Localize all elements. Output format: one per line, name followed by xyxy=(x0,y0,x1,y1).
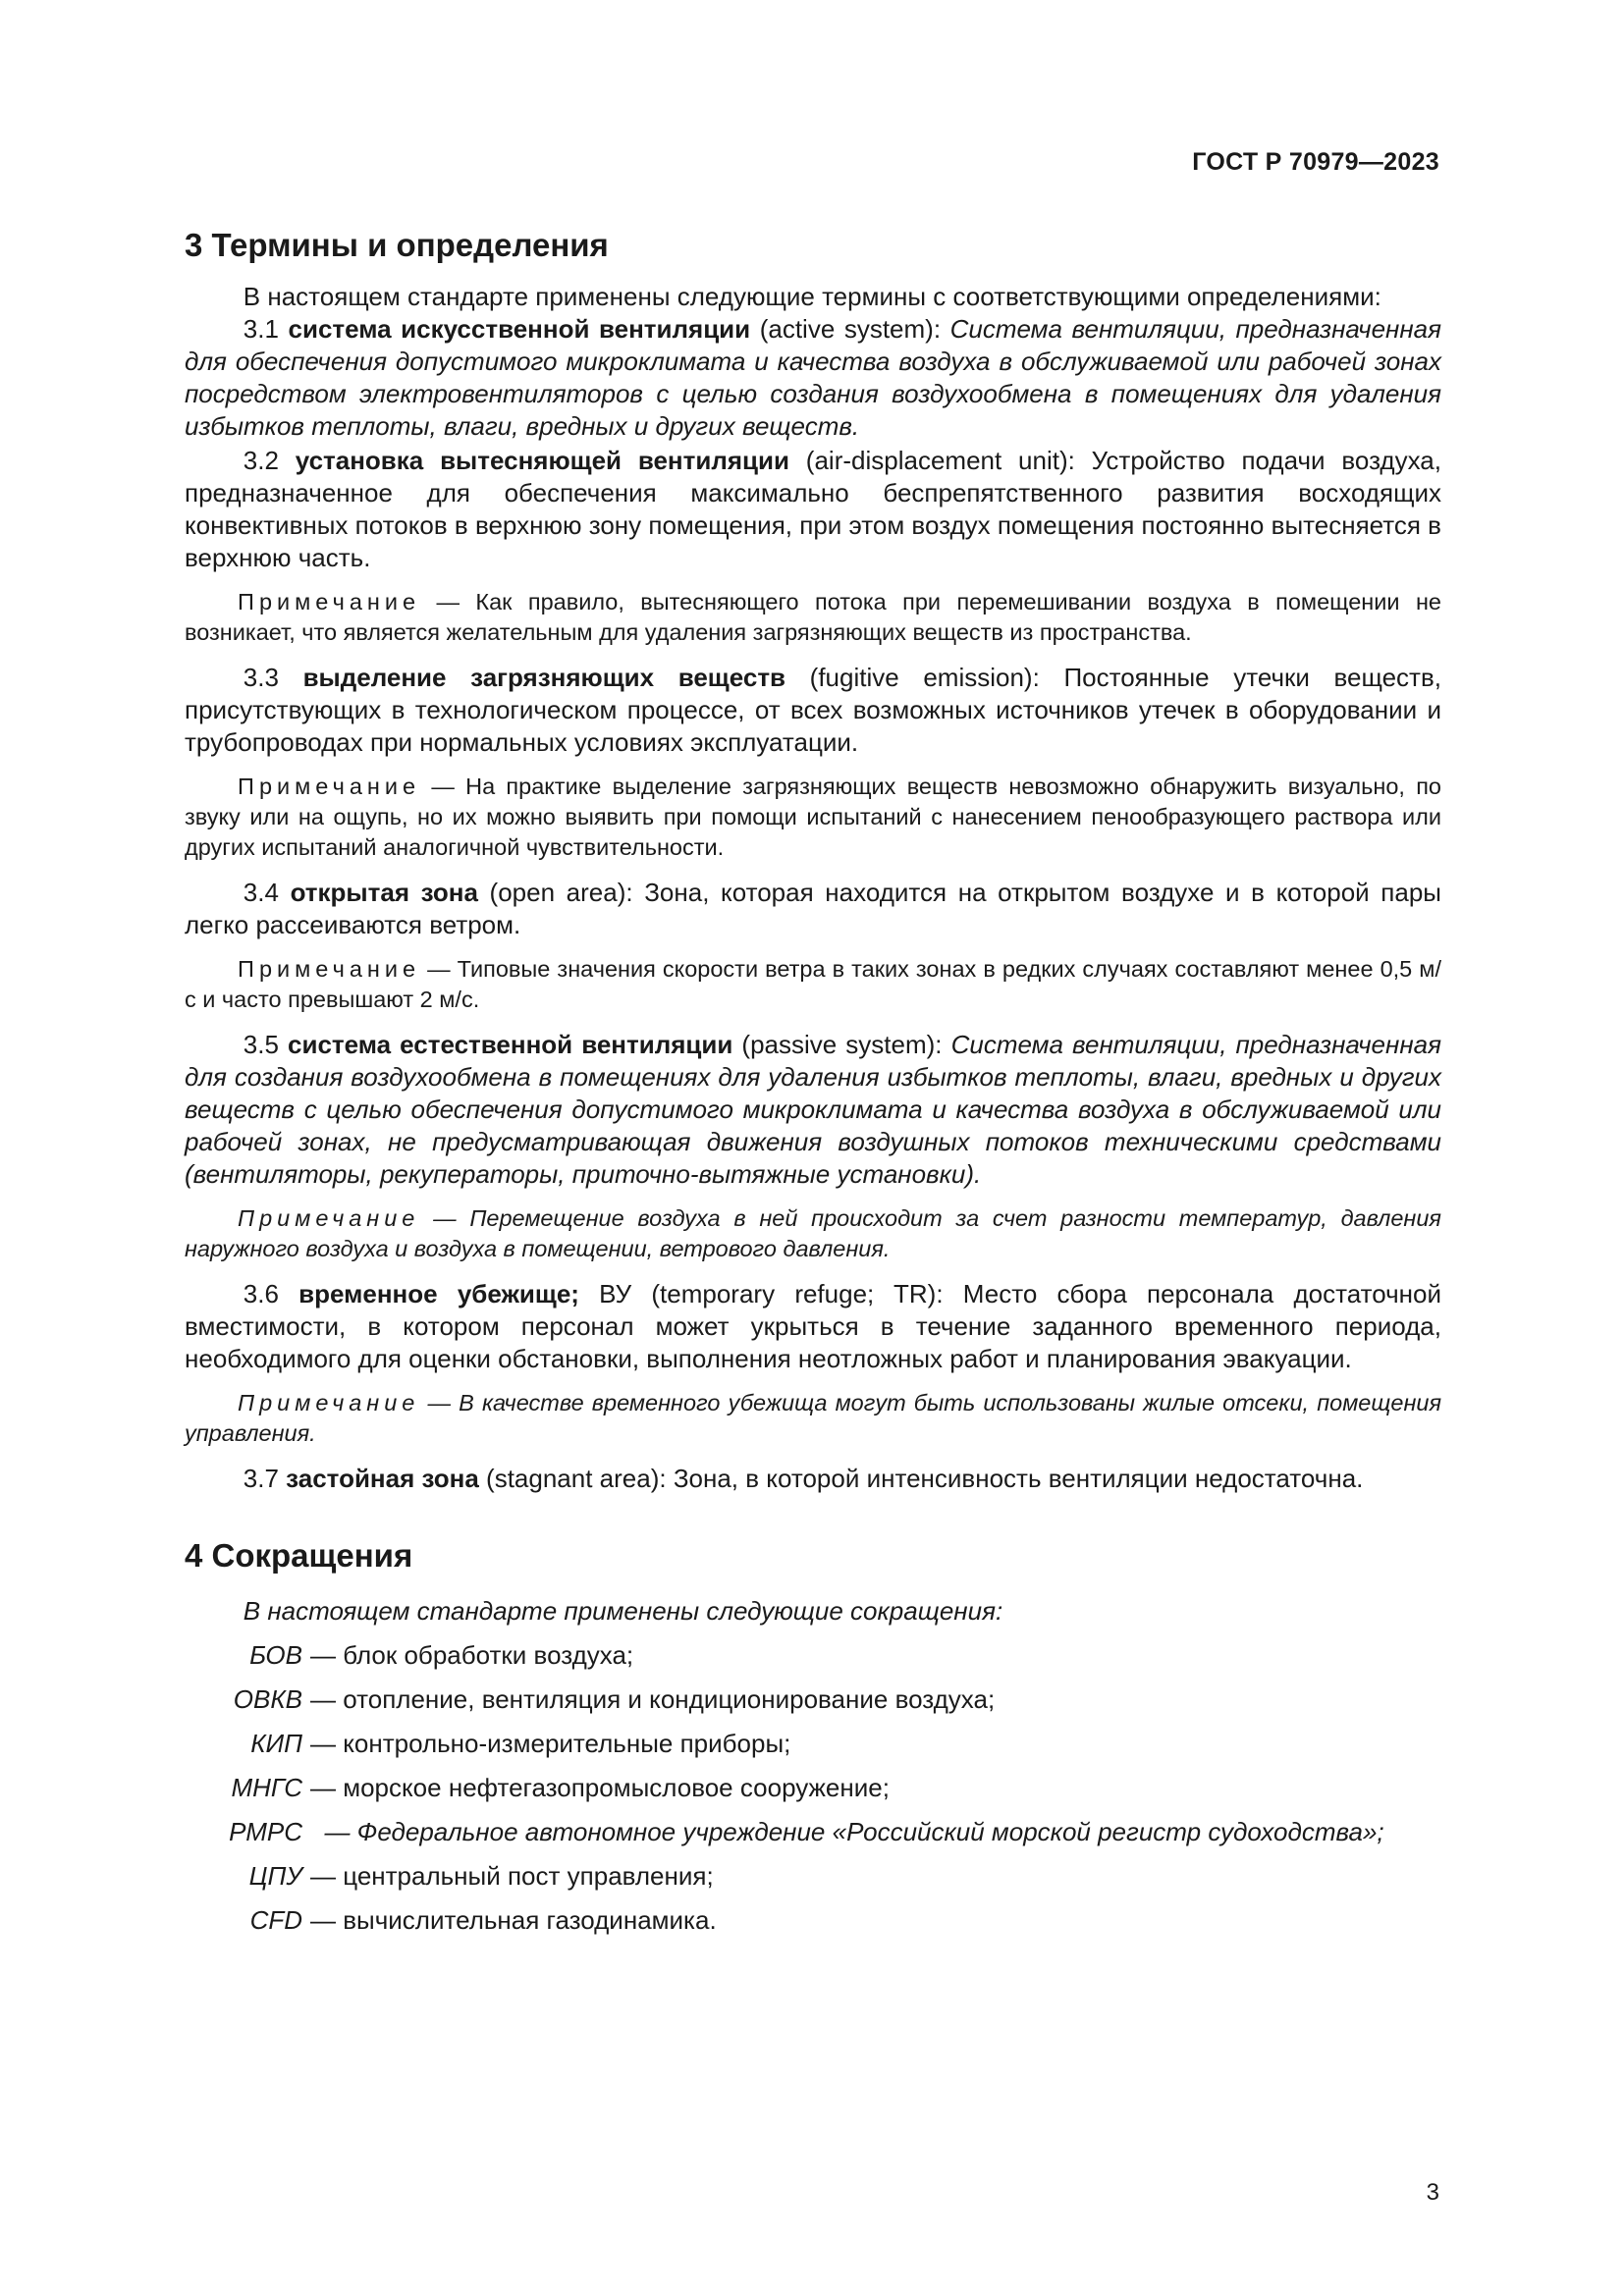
abbreviation-code: РМРС xyxy=(229,1817,302,1846)
section-3-intro: В настоящем стандарте применены следующие термины с соответствующими определениями: xyxy=(243,282,1381,311)
abbreviation-item xyxy=(185,1639,1441,1672)
note-label: Примечание xyxy=(238,1205,420,1231)
term-definition: Зона, в которой интенсивность вентиляции недостаточна. xyxy=(673,1464,1364,1493)
abbreviation-text: — Федеральное автономное учреждение «Российский морской регистр судоходства»; xyxy=(310,1817,1384,1846)
note-3-4 xyxy=(185,954,1441,1015)
note-3-6 xyxy=(185,1388,1441,1449)
abbreviation-text: — отопление, вентиляция и кондиционирование воздуха; xyxy=(310,1684,996,1714)
note-label: Примечание xyxy=(238,589,421,614)
note-text: — На практике выделение загрязняющих веществ невозможно обнаружить визуально, по звуку или на ощупь, но их можно выявить при помощи испытаний с нанесением пенообразующего раствора или других испытаний аналогичной чувствительности. xyxy=(185,774,1441,860)
abbreviation-text: — вычислительная газодинамика. xyxy=(310,1905,717,1935)
note-label: Примечание xyxy=(238,774,421,799)
note-text: — Перемещение воздуха в ней происходит за счет разности температур, давления наружного воздуха и воздуха в помещении, ветрового давления. xyxy=(185,1205,1441,1261)
page-content xyxy=(185,224,1441,1949)
abbreviation-code: КИП xyxy=(250,1729,302,1758)
section-4-title: 4 Сокращения xyxy=(185,1537,413,1574)
abbreviation-item xyxy=(185,1683,1441,1716)
abbreviation-text: — морское нефтегазопромысловое сооружение; xyxy=(310,1773,890,1802)
note-3-3 xyxy=(185,772,1441,863)
note-text: — Типовые значения скорости ветра в таких зонах в редких случаях составляют менее 0,5 м/с и часто превышают 2 м/с. xyxy=(185,956,1441,1012)
abbreviation-text: — контрольно-измерительные приборы; xyxy=(310,1729,791,1758)
term-english: (open area): xyxy=(477,878,645,907)
term-name: выделение загрязняющих веществ xyxy=(302,663,786,692)
term-definition: Система вентиляции, предназначенная для создания воздухообмена в помещениях для удаления избытков теплоты, влаги, вредных и других веществ с целью обеспечения допустимого микроклимата и качества воздуха в обслуживаемой или рабочей зонах, не предусматривающая движения воздушных потоков техническими средствами (вентиляторы, рекуператоры, приточно-вытяжные установки). xyxy=(185,1030,1441,1189)
term-english: (stagnant area): xyxy=(478,1464,674,1493)
term-3-2 xyxy=(185,445,1441,574)
term-english: (active system): xyxy=(750,314,950,344)
term-number: 3.3 xyxy=(243,663,303,692)
term-number: 3.6 xyxy=(243,1279,299,1308)
note-label: Примечание xyxy=(238,1390,420,1415)
term-definition: Место сбора персонала достаточной вместимости, в котором персонал может укрыться в течение заданного временного периода, необходимого для оценки обстановки, выполнения неотложных работ и планирования эвакуации. xyxy=(185,1279,1441,1373)
term-number: 3.1 xyxy=(243,314,289,344)
term-name: система естественной вентиляции xyxy=(288,1030,733,1059)
page-number: 3 xyxy=(1426,2179,1439,2206)
term-name: застойная зона xyxy=(286,1464,479,1493)
abbreviation-code: ОВКВ xyxy=(233,1684,302,1714)
term-3-4 xyxy=(185,877,1441,941)
term-definition: Зона, которая находится на открытом воздухе и в которой пары легко рассеиваются ветром. xyxy=(185,878,1441,939)
abbreviation-code: CFD xyxy=(249,1905,302,1935)
term-name: установка вытесняющей вентиляции xyxy=(295,446,789,475)
term-definition: Устройство подачи воздуха, предназначенное для обеспечения максимально беспрепятственного развития восходящих конвективных потоков в верхнюю зону помещения, при этом воздух помещения постоянно вытесняется в верхнюю часть. xyxy=(185,446,1441,572)
term-name: открытая зона xyxy=(290,878,478,907)
abbreviations-list xyxy=(185,1639,1441,1937)
abbreviation-text: — блок обработки воздуха; xyxy=(310,1640,634,1670)
term-3-7 xyxy=(185,1463,1441,1495)
abbreviation-item xyxy=(185,1728,1441,1760)
term-definition: Постоянные утечки веществ, присутствующих в технологическом процессе, от всех возможных источников утечек в оборудовании и трубопроводах при нормальных условиях эксплуатации. xyxy=(185,663,1441,757)
section-4-intro: В настоящем стандарте применены следующие сокращения: xyxy=(243,1596,1003,1626)
abbreviation-item xyxy=(185,1772,1441,1804)
term-english: (air-displacement unit): xyxy=(789,446,1092,475)
note-text: — Как правило, вытесняющего потока при перемешивании воздуха в помещении не возникает, что является желательным для удаления загрязняющих веществ из пространства. xyxy=(185,589,1441,645)
term-3-6 xyxy=(185,1278,1441,1375)
section-3-title: 3 Термины и определения xyxy=(185,227,609,263)
term-definition: Система вентиляции, предназначенная для обеспечения допустимого микроклимата и качества воздуха в обслуживаемой или рабочей зонах посредством электровентиляторов с целью создания воздухообмена в помещениях для удаления избытков теплоты, влаги, вредных и других веществ. xyxy=(185,314,1441,441)
abbreviation-item xyxy=(185,1816,1441,1848)
term-3-1 xyxy=(185,313,1441,443)
note-text: — В качестве временного убежища могут быть использованы жилые отсеки, помещения управления. xyxy=(185,1390,1441,1446)
abbreviation-text: — центральный пост управления; xyxy=(310,1861,714,1891)
term-number: 3.7 xyxy=(243,1464,287,1493)
term-english: ВУ (temporary refuge; TR): xyxy=(578,1279,963,1308)
note-label: Примечание xyxy=(238,956,421,982)
term-3-5 xyxy=(185,1029,1441,1191)
abbreviation-code: МНГС xyxy=(231,1773,302,1802)
abbreviation-item xyxy=(185,1904,1441,1937)
term-english: (passive system): xyxy=(732,1030,951,1059)
abbreviation-code: БОВ xyxy=(249,1640,302,1670)
abbreviation-code: ЦПУ xyxy=(248,1861,302,1891)
document-code: ГОСТ Р 70979—2023 xyxy=(1192,148,1439,176)
note-3-5 xyxy=(185,1203,1441,1264)
note-3-2 xyxy=(185,587,1441,648)
abbreviation-item xyxy=(185,1860,1441,1893)
term-name: временное убежище; xyxy=(298,1279,579,1308)
term-name: система искусственной вентиляции xyxy=(288,314,751,344)
term-number: 3.2 xyxy=(243,446,296,475)
term-english: (fugitive emission): xyxy=(785,663,1064,692)
term-number: 3.4 xyxy=(243,878,291,907)
term-number: 3.5 xyxy=(243,1030,288,1059)
term-3-3 xyxy=(185,662,1441,759)
